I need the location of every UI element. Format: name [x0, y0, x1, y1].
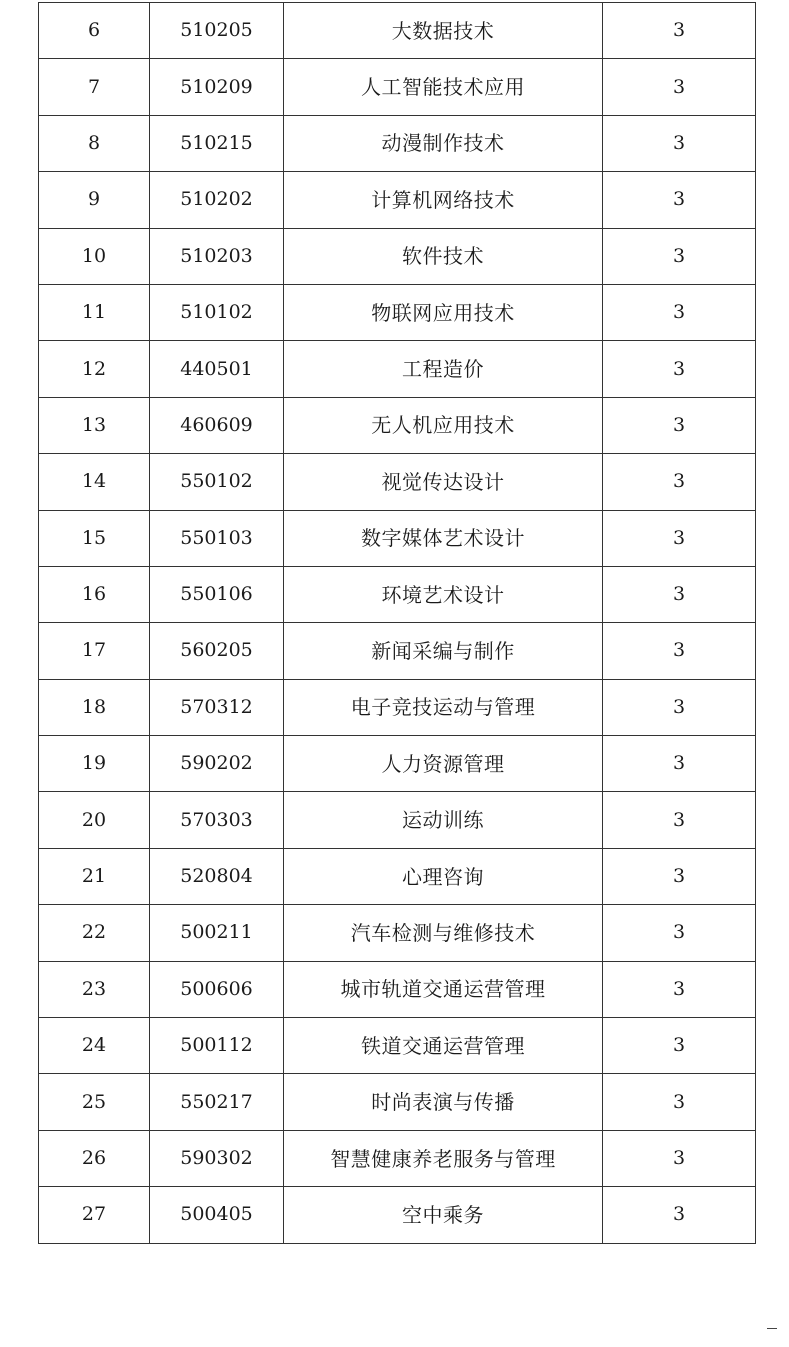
row-index-cell: 21: [39, 848, 150, 904]
row-index-cell: 16: [39, 566, 150, 622]
study-years-cell: 3: [603, 905, 756, 961]
study-years-cell: 3: [603, 848, 756, 904]
study-years-cell: 3: [603, 1130, 756, 1186]
program-code-cell: 550106: [150, 566, 284, 622]
row-index-cell: 6: [39, 3, 150, 59]
program-name-cell: 时尚表演与传播: [284, 1074, 603, 1130]
program-name-cell: 环境艺术设计: [284, 566, 603, 622]
table-row: [39, 623, 756, 679]
program-name-cell: 智慧健康养老服务与管理: [284, 1130, 603, 1186]
table-row: [39, 961, 756, 1017]
table-row: [39, 228, 756, 284]
study-years-cell: 3: [603, 284, 756, 340]
table-row: [39, 172, 756, 228]
table-row: [39, 1187, 756, 1243]
program-name-cell: 无人机应用技术: [284, 397, 603, 453]
study-years-cell: 3: [603, 341, 756, 397]
program-name-cell: 铁道交通运营管理: [284, 1018, 603, 1074]
table-row: [39, 566, 756, 622]
table-row: [39, 510, 756, 566]
study-years-cell: 3: [603, 3, 756, 59]
table-row: [39, 848, 756, 904]
study-years-cell: 3: [603, 172, 756, 228]
table-row: [39, 1074, 756, 1130]
table-row: [39, 679, 756, 735]
table-row: [39, 905, 756, 961]
study-years-cell: 3: [603, 736, 756, 792]
program-name-cell: 运动训练: [284, 792, 603, 848]
study-years-cell: 3: [603, 623, 756, 679]
program-name-cell: 空中乘务: [284, 1187, 603, 1243]
study-years-cell: 3: [603, 961, 756, 1017]
program-code-cell: 550217: [150, 1074, 284, 1130]
row-index-cell: 19: [39, 736, 150, 792]
program-name-cell: 大数据技术: [284, 3, 603, 59]
study-years-cell: 3: [603, 228, 756, 284]
program-code-cell: 590202: [150, 736, 284, 792]
study-years-cell: 3: [603, 59, 756, 115]
program-name-cell: 计算机网络技术: [284, 172, 603, 228]
program-code-cell: 570312: [150, 679, 284, 735]
row-index-cell: 27: [39, 1187, 150, 1243]
program-name-cell: 城市轨道交通运营管理: [284, 961, 603, 1017]
row-index-cell: 23: [39, 961, 150, 1017]
program-name-cell: 视觉传达设计: [284, 454, 603, 510]
program-code-cell: 510205: [150, 3, 284, 59]
table-row: [39, 1018, 756, 1074]
page-edge-mark: [767, 1328, 777, 1329]
program-code-cell: 510215: [150, 115, 284, 171]
program-name-cell: 人工智能技术应用: [284, 59, 603, 115]
program-code-cell: 510202: [150, 172, 284, 228]
row-index-cell: 10: [39, 228, 150, 284]
table-row: [39, 341, 756, 397]
program-code-cell: 460609: [150, 397, 284, 453]
program-code-cell: 550103: [150, 510, 284, 566]
program-name-cell: 人力资源管理: [284, 736, 603, 792]
program-name-cell: 数字媒体艺术设计: [284, 510, 603, 566]
program-code-cell: 500405: [150, 1187, 284, 1243]
study-years-cell: 3: [603, 1187, 756, 1243]
program-table: [38, 2, 756, 1244]
program-name-cell: 新闻采编与制作: [284, 623, 603, 679]
row-index-cell: 17: [39, 623, 150, 679]
study-years-cell: 3: [603, 454, 756, 510]
program-code-cell: 500112: [150, 1018, 284, 1074]
table-row: [39, 3, 756, 59]
table-row: [39, 397, 756, 453]
program-code-cell: 510209: [150, 59, 284, 115]
study-years-cell: 3: [603, 397, 756, 453]
study-years-cell: 3: [603, 1074, 756, 1130]
program-name-cell: 电子竞技运动与管理: [284, 679, 603, 735]
row-index-cell: 14: [39, 454, 150, 510]
program-name-cell: 软件技术: [284, 228, 603, 284]
row-index-cell: 8: [39, 115, 150, 171]
study-years-cell: 3: [603, 1018, 756, 1074]
program-code-cell: 590302: [150, 1130, 284, 1186]
row-index-cell: 25: [39, 1074, 150, 1130]
program-code-cell: 440501: [150, 341, 284, 397]
study-years-cell: 3: [603, 510, 756, 566]
table-row: [39, 736, 756, 792]
program-name-cell: 工程造价: [284, 341, 603, 397]
study-years-cell: 3: [603, 566, 756, 622]
program-code-cell: 520804: [150, 848, 284, 904]
row-index-cell: 18: [39, 679, 150, 735]
program-code-cell: 500606: [150, 961, 284, 1017]
program-name-cell: 动漫制作技术: [284, 115, 603, 171]
table-row: [39, 1130, 756, 1186]
table-row: [39, 115, 756, 171]
study-years-cell: 3: [603, 679, 756, 735]
table-row: [39, 792, 756, 848]
program-name-cell: 汽车检测与维修技术: [284, 905, 603, 961]
row-index-cell: 7: [39, 59, 150, 115]
study-years-cell: 3: [603, 792, 756, 848]
table-row: [39, 454, 756, 510]
study-years-cell: 3: [603, 115, 756, 171]
row-index-cell: 24: [39, 1018, 150, 1074]
row-index-cell: 26: [39, 1130, 150, 1186]
program-code-cell: 510203: [150, 228, 284, 284]
row-index-cell: 13: [39, 397, 150, 453]
program-code-cell: 570303: [150, 792, 284, 848]
row-index-cell: 20: [39, 792, 150, 848]
row-index-cell: 22: [39, 905, 150, 961]
table-row: [39, 59, 756, 115]
program-table-body: [39, 3, 756, 1244]
program-name-cell: 心理咨询: [284, 848, 603, 904]
program-code-cell: 560205: [150, 623, 284, 679]
program-code-cell: 500211: [150, 905, 284, 961]
row-index-cell: 9: [39, 172, 150, 228]
row-index-cell: 11: [39, 284, 150, 340]
program-code-cell: 550102: [150, 454, 284, 510]
row-index-cell: 15: [39, 510, 150, 566]
program-code-cell: 510102: [150, 284, 284, 340]
row-index-cell: 12: [39, 341, 150, 397]
program-name-cell: 物联网应用技术: [284, 284, 603, 340]
program-table-container: [38, 2, 755, 1244]
table-row: [39, 284, 756, 340]
